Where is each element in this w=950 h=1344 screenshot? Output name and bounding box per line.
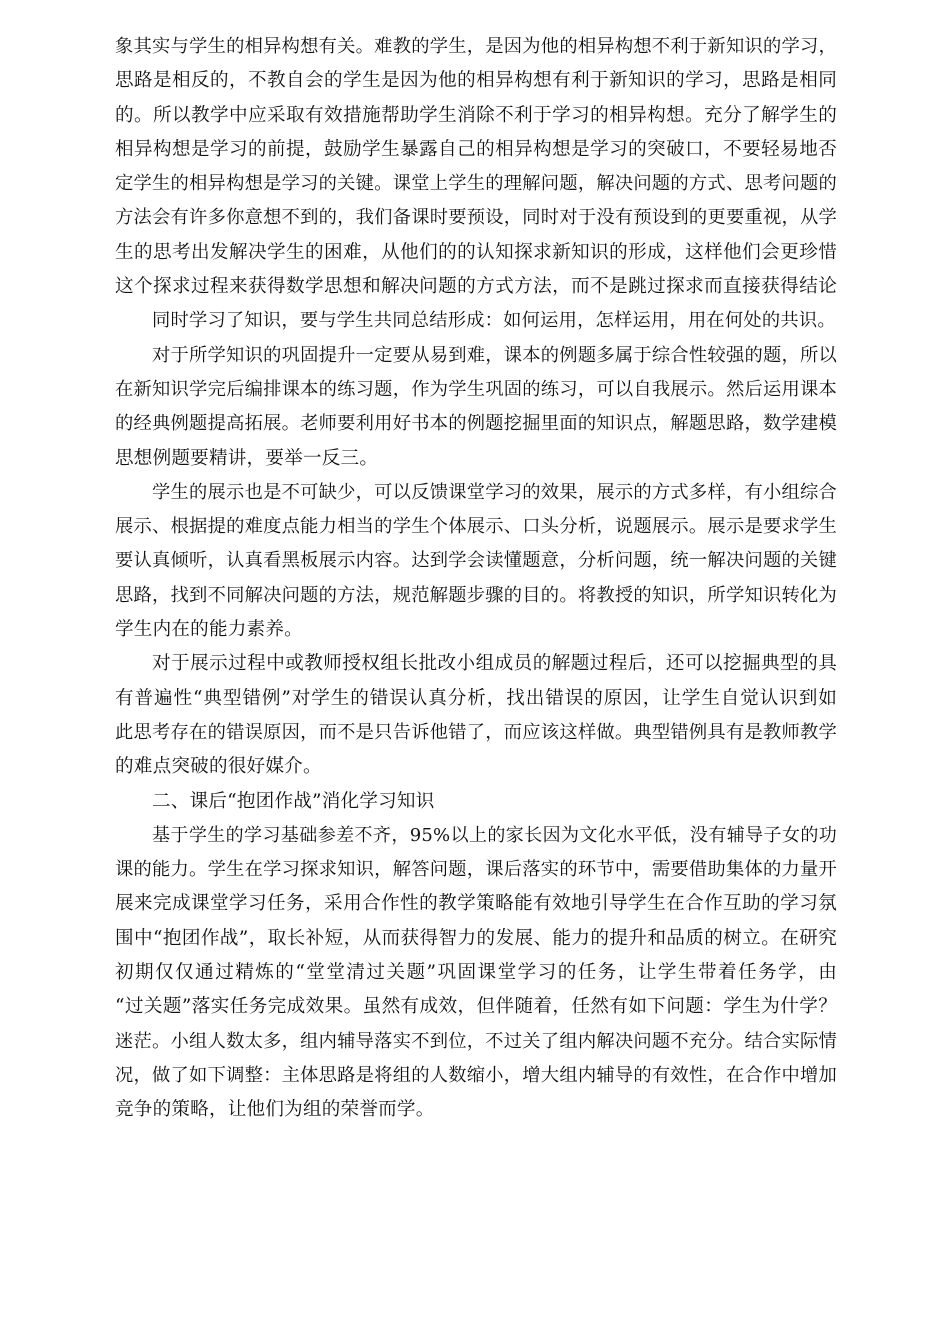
text-line: 定学生的相异构想是学习的关键。课堂上学生的理解问题，解决问题的方式、思考问题的	[115, 173, 837, 195]
text-line: 况，做了如下调整：主体思路是将组的人数缩小，增大组内辅导的有效性，在合作中增加	[115, 1064, 837, 1086]
text-line: 展来完成课堂学习任务，采用合作性的教学策略能有效地引导学生在合作互助的学习氛	[115, 893, 837, 915]
text-line: 对于所学知识的巩固提升一定要从易到难，课本的例题多属于综合性较强的题，所以	[152, 344, 837, 366]
text-line: 迷茫。小组人数太多，组内辅导落实不到位，不过关了组内解决问题不充分。结合实际情	[115, 1030, 837, 1052]
text-line: 的。所以教学中应采取有效措施帮助学生消除不利于学习的相异构想。充分了解学生的	[115, 104, 837, 126]
text-line: 这个探求过程来获得数学思想和解决问题的方式方法，而不是跳过探求而直接获得结论	[115, 276, 837, 298]
text-line: 方法会有许多你意想不到的，我们备课时要预设，同时对于没有预设到的更要重视，从学	[115, 207, 837, 229]
text-line: 竞争的策略，让他们为组的荣誉而学。	[115, 1099, 435, 1121]
text-line: 生的思考出发解决学生的困难，从他们的的认知探求新知识的形成，这样他们会更珍惜	[115, 241, 837, 263]
text-line: 基于学生的学习基础参差不齐，95%以上的家长因为文化水平低，没有辅导子女的功	[152, 824, 837, 846]
text-line: 要认真倾听，认真看黑板展示内容。达到学会读懂题意，分析问题，统一解决问题的关键	[115, 550, 837, 572]
text-line: 围中“抱团作战”，取长补短，从而获得智力的发展、能力的提升和品质的树立。在研究	[115, 927, 837, 949]
text-line: 的难点突破的很好媒介。	[115, 756, 322, 778]
text-line: 在新知识学完后编排课本的练习题，作为学生巩固的练习，可以自我展示。然后运用课本	[115, 378, 837, 400]
text-line: 思想例题要精讲，要举一反三。	[115, 447, 379, 469]
text-line: 对于展示过程中或教师授权组长批改小组成员的解题过程后，还可以挖掘典型的具	[152, 653, 837, 675]
text-line: 思路是相反的，不教自会的学生是因为他的相异构想有利于新知识的学习，思路是相同	[115, 70, 837, 92]
text-line: 此思考存在的错误原因，而不是只告诉他错了，而应该这样做。典型错例具有是教师教学	[115, 721, 837, 743]
text-line: “过关题”落实任务完成效果。虽然有成效，但伴随着，任然有如下问题：学生为什学？	[115, 996, 837, 1018]
text-line: 初期仅仅通过精炼的“堂堂清过关题”巩固课堂学习的任务，让学生带着任务学，由	[115, 962, 837, 984]
text-line: 学生内在的能力素养。	[115, 619, 303, 641]
text-line: 展示、根据提的难度点能力相当的学生个体展示、口头分析，说题展示。展示是要求学生	[115, 516, 837, 538]
text-line: 思路，找到不同解决问题的方法，规范解题步骤的目的。将教授的知识，所学知识转化为	[115, 584, 837, 606]
text-line: 有普遍性“典型错例”对学生的错误认真分析，找出错误的原因，让学生自觉认识到如	[115, 687, 837, 709]
document-body	[115, 30, 837, 1128]
text-line: 学生的展示也是不可缺少，可以反馈课堂学习的效果，展示的方式多样，有小组综合	[152, 481, 837, 503]
text-line: 的经典例题提高拓展。老师要利用好书本的例题挖掘里面的知识点，解题思路，数学建模	[115, 413, 837, 435]
text-line: 二、课后“抱团作战”消化学习知识	[152, 790, 435, 812]
text-line: 相异构想是学习的前提，鼓励学生暴露自己的相异构想是学习的突破口，不要轻易地否	[115, 138, 837, 160]
text-line: 同时学习了知识，要与学生共同总结形成：如何运用，怎样运用，用在何处的共识。	[152, 310, 836, 332]
text-line: 象其实与学生的相异构想有关。难教的学生，是因为他的相异构想不利于新知识的学习，	[115, 36, 837, 57]
text-line: 课的能力。学生在学习探求知识，解答问题，课后落实的环节中，需要借助集体的力量开	[115, 859, 837, 881]
